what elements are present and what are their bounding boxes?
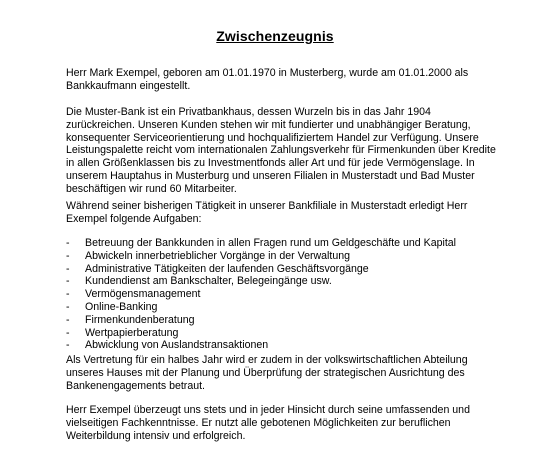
representation-paragraph bbox=[66, 354, 486, 392]
list-item bbox=[66, 275, 486, 288]
text-line: Während seiner bisherigen Tätigkeit in unserer Bankfiliale in Musterstadt erledigt Herr bbox=[66, 200, 468, 212]
bullet-dash: - bbox=[66, 339, 70, 352]
list-item-text: Vermögensmanagement bbox=[85, 288, 201, 301]
text-line: vielseitigen Fachkenntnisse. Er nutzt alle gebotenen Möglichkeiten zur beruflichen bbox=[66, 416, 451, 429]
bullet-dash: - bbox=[66, 288, 70, 301]
list-item-text: Abwicklung von Auslandstransaktionen bbox=[85, 339, 269, 352]
list-item-text: Kundendienst am Bankschalter, Belegeingänge usw. bbox=[85, 275, 332, 288]
text-line: Bankenengagements betraut. bbox=[66, 379, 205, 392]
list-item bbox=[66, 263, 486, 276]
company-paragraph bbox=[66, 106, 496, 196]
tasks-intro-paragraph bbox=[66, 200, 486, 226]
list-item bbox=[66, 339, 486, 352]
text-line: Leistungspalette reicht vom internationalen Zahlungsverkehr für Firmenkunden über Kredite bbox=[66, 144, 496, 157]
list-item bbox=[66, 237, 486, 250]
text-line: Herr Mark Exempel, geboren am 01.01.1970 in Musterberg, wurde am 01.01.2000 als bbox=[66, 67, 469, 79]
text-line: zurückreichen. Unseren Kunden stehen wir mit fundierter und unabhängiger Beratung, bbox=[66, 118, 471, 131]
list-item bbox=[66, 288, 486, 301]
list-item-text: Abwickeln innerbetrieblicher Vorgänge in der Verwaltung bbox=[85, 249, 351, 262]
list-item bbox=[66, 327, 486, 340]
text-line: Als Vertretung für ein halbes Jahr wird er zudem in der volkswirtschaftlichen Abteilung bbox=[66, 354, 468, 366]
evaluation-paragraph bbox=[66, 404, 486, 442]
list-item bbox=[66, 314, 486, 327]
text-line: beschäftigen wir rund 60 Mitarbeiter. bbox=[66, 182, 237, 195]
text-line: Herr Exempel überzeugt uns stets und in jeder Hinsicht durch seine umfassenden und bbox=[66, 404, 470, 416]
list-item-text: Wertpapierberatung bbox=[85, 326, 179, 339]
list-item bbox=[66, 250, 486, 263]
text-line: Bankkaufmann eingestellt. bbox=[66, 79, 191, 92]
bullet-dash: - bbox=[66, 275, 70, 288]
text-line: unserem Hauptahus in Musterburg und unseren Filialen in Musterstadt und Bad Muster bbox=[66, 169, 475, 182]
text-line: Die Muster-Bank ist ein Privatbankhaus, dessen Wurzeln bis in das Jahr 1904 bbox=[66, 106, 431, 118]
intro-paragraph bbox=[66, 67, 486, 93]
text-line: in allen Größenklassen bis zu Investmentfonds aller Art und für jede Vermögenslage. In bbox=[66, 157, 475, 170]
document-title: Zwischenzeugnis bbox=[216, 28, 334, 44]
text-line: Weiterbildung intensiv und erfolgreich. bbox=[66, 429, 246, 442]
bullet-dash: - bbox=[66, 237, 70, 249]
text-line: unseres Hauses mit der Planung und Überprüfung der strategischen Ausrichtung des bbox=[66, 366, 465, 379]
list-item-text: Administrative Tätigkeiten der laufenden Geschäftsvorgänge bbox=[85, 262, 369, 275]
list-item bbox=[66, 301, 486, 314]
bullet-dash: - bbox=[66, 249, 70, 262]
list-item-text: Firmenkundenberatung bbox=[85, 313, 195, 326]
bullet-dash: - bbox=[66, 262, 70, 275]
bullet-dash: - bbox=[66, 300, 70, 313]
bullet-dash: - bbox=[66, 326, 70, 339]
tasks-list bbox=[66, 237, 486, 352]
text-line: Exempel folgende Aufgaben: bbox=[66, 212, 202, 225]
list-item-text: Online-Banking bbox=[85, 300, 158, 313]
bullet-dash: - bbox=[66, 313, 70, 326]
list-item-text: Betreuung der Bankkunden in allen Fragen rund um Geldgeschäfte und Kapital bbox=[85, 237, 457, 249]
text-line: konsequenter Serviceorientierung und hochqualifiziertem Handel zur Verfügung. Unsere bbox=[66, 131, 479, 144]
